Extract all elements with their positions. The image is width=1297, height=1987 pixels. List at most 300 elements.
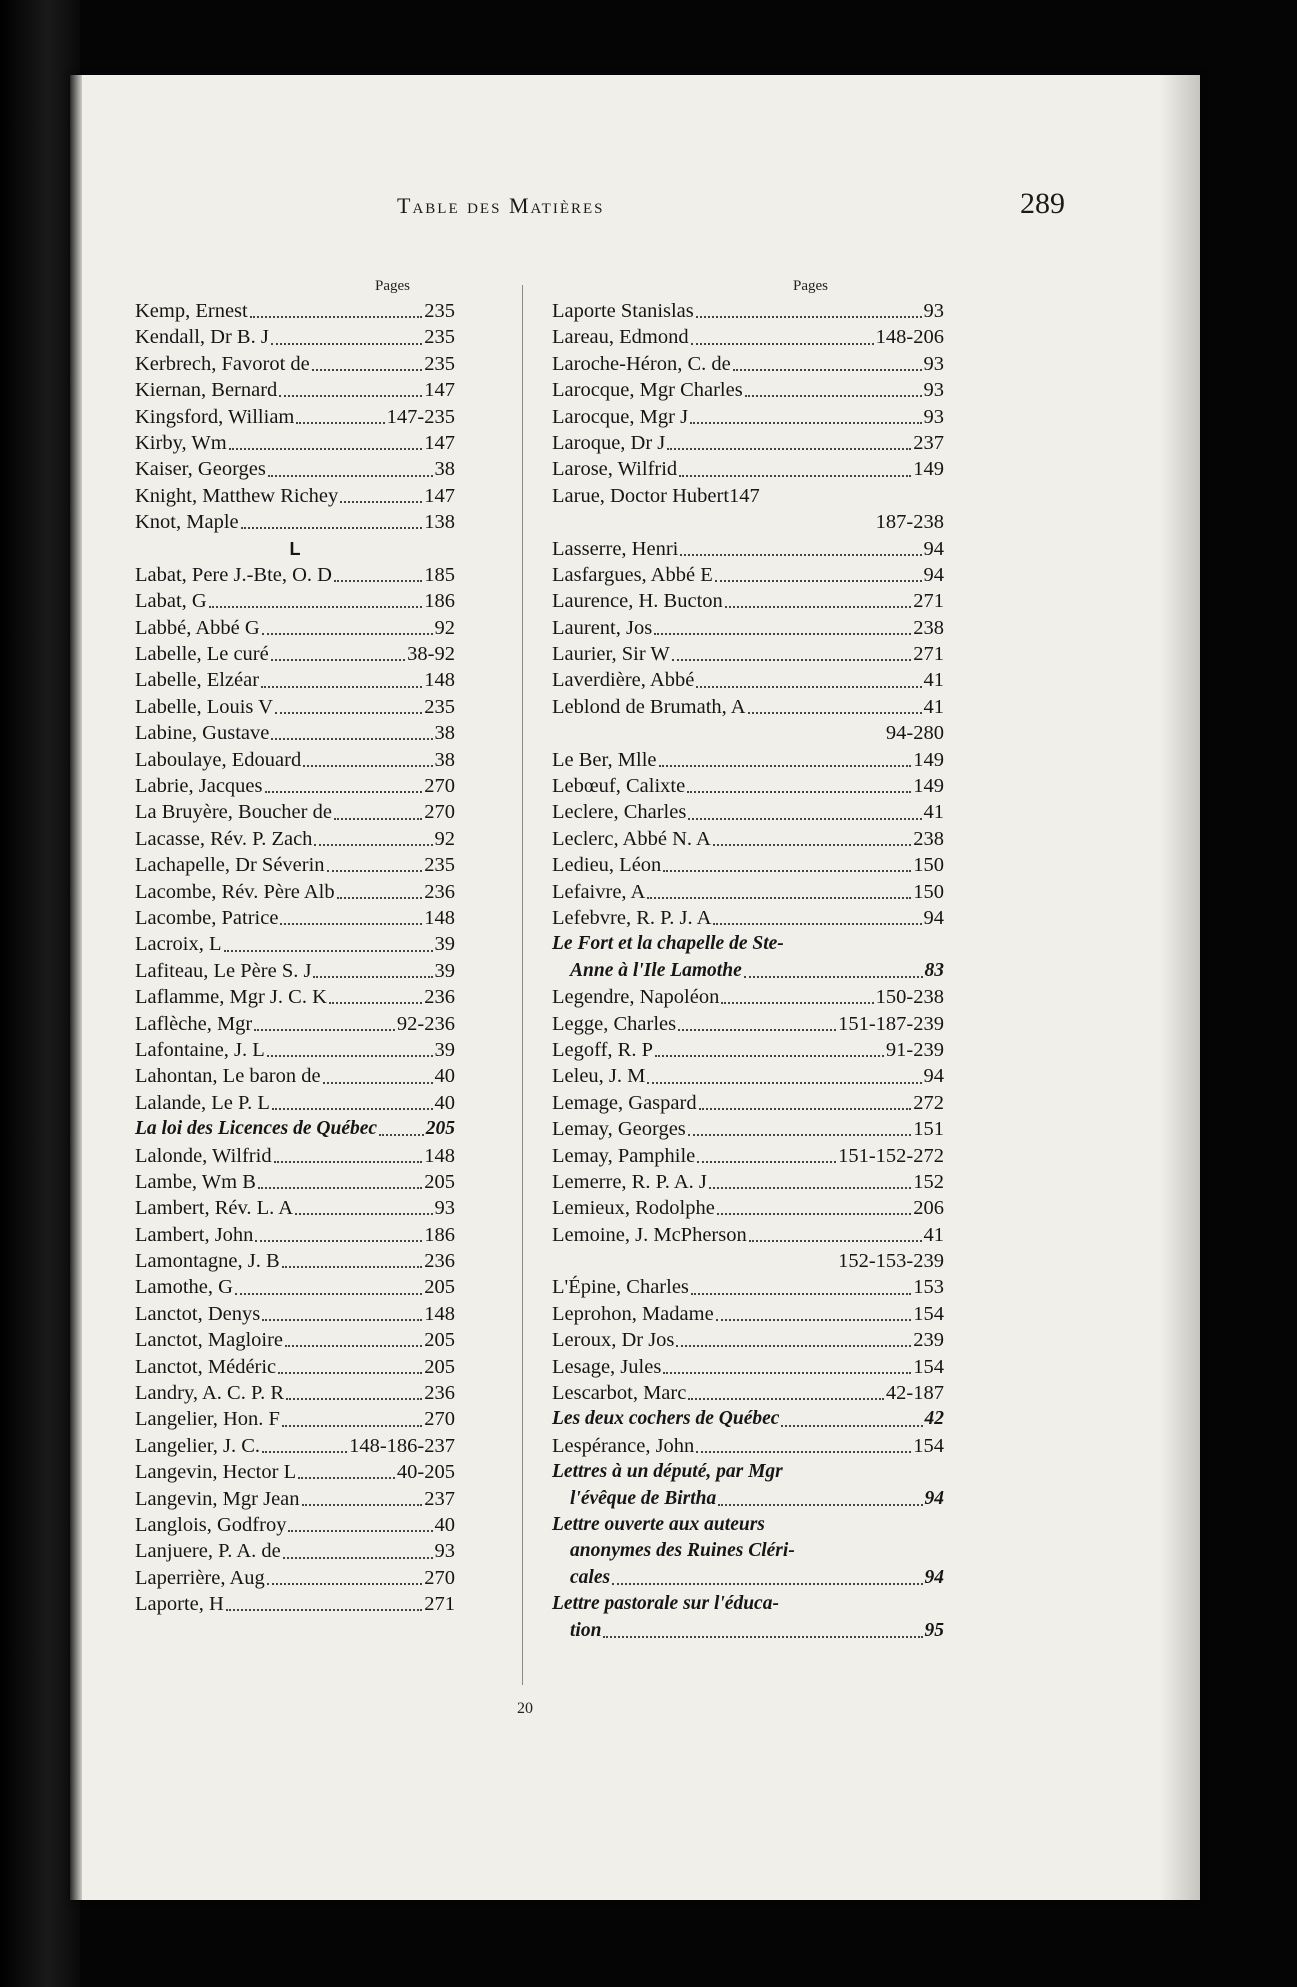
entry-name: Lachapelle, Dr Séverin bbox=[135, 854, 325, 877]
index-entry bbox=[135, 430, 455, 456]
entry-name: Lemieux, Rodolphe bbox=[552, 1197, 715, 1220]
page-reference: 151-187-239 bbox=[838, 1012, 944, 1035]
dot-leader bbox=[718, 1504, 922, 1506]
entry-name: Lacombe, Patrice bbox=[135, 906, 279, 929]
entry-name: Lettres à un député, par Mgr bbox=[552, 1461, 783, 1483]
entry-name: Lanctot, Médéric bbox=[135, 1355, 277, 1378]
dot-leader bbox=[303, 765, 432, 767]
index-column-right bbox=[552, 298, 944, 1644]
page-reference: 270 bbox=[424, 775, 455, 798]
entry-name: Lanctot, Denys bbox=[135, 1302, 261, 1325]
entry-name: Laporte, H bbox=[135, 1593, 224, 1616]
page-reference: 40 bbox=[434, 1513, 455, 1536]
page-reference: 38 bbox=[434, 722, 455, 745]
index-entry bbox=[135, 720, 455, 746]
page-reference: 270 bbox=[424, 1408, 455, 1431]
index-entry bbox=[552, 615, 944, 641]
entry-name: Larose, Wilfrid bbox=[552, 458, 678, 481]
index-entry bbox=[135, 1433, 455, 1459]
dot-leader bbox=[697, 1161, 836, 1163]
dot-leader bbox=[268, 475, 433, 477]
index-entry bbox=[552, 1169, 944, 1195]
entry-name: l'évêque de Birtha bbox=[570, 1487, 717, 1509]
dot-leader bbox=[262, 633, 433, 635]
page-reference: 41 bbox=[923, 801, 944, 824]
dot-leader bbox=[275, 712, 422, 714]
entry-name: Lasfargues, Abbé E bbox=[552, 563, 713, 586]
page-reference: 206 bbox=[913, 1197, 944, 1220]
index-entry bbox=[135, 641, 455, 667]
entry-name: Leclere, Charles bbox=[552, 801, 687, 824]
entry-name: Anne à l'Ile Lamothe bbox=[570, 959, 742, 981]
dot-leader bbox=[314, 844, 432, 846]
dot-leader bbox=[334, 818, 422, 820]
index-entry bbox=[135, 562, 455, 588]
dot-leader bbox=[691, 343, 874, 345]
index-entry bbox=[552, 1538, 944, 1564]
page-reference: 236 bbox=[424, 986, 455, 1009]
page-reference: 38 bbox=[434, 458, 455, 481]
index-entry bbox=[135, 1512, 455, 1538]
entry-name: Lescarbot, Marc bbox=[552, 1382, 687, 1405]
page-reference: 148 bbox=[424, 906, 455, 929]
index-entry bbox=[135, 1169, 455, 1195]
index-entry bbox=[135, 615, 455, 641]
entry-name: Lamothe, G bbox=[135, 1276, 233, 1299]
index-entry bbox=[552, 377, 944, 403]
entry-name: Labbé, Abbé G bbox=[135, 616, 260, 639]
entry-name: Kirby, Wm bbox=[135, 431, 227, 454]
entry-name: Leblond de Brumath, A bbox=[552, 695, 746, 718]
index-entry bbox=[552, 1327, 944, 1353]
page-reference: 154 bbox=[913, 1302, 944, 1325]
page-reference: 148 bbox=[424, 1302, 455, 1325]
dot-leader bbox=[659, 765, 912, 767]
entry-name: Laflèche, Mgr bbox=[135, 1012, 253, 1035]
index-entry bbox=[552, 1406, 944, 1432]
page-reference: 185 bbox=[424, 563, 455, 586]
dot-leader bbox=[612, 1583, 922, 1585]
index-entry bbox=[135, 1143, 455, 1169]
index-entry bbox=[552, 562, 944, 588]
entry-name: L'Épine, Charles bbox=[552, 1276, 689, 1299]
entry-name: Labelle, Louis V bbox=[135, 695, 273, 718]
dot-leader bbox=[302, 1504, 423, 1506]
entry-name: Leprohon, Madame bbox=[552, 1302, 714, 1325]
entry-name: Kingsford, William bbox=[135, 405, 295, 428]
index-continuation bbox=[552, 509, 944, 535]
index-entry bbox=[552, 1011, 944, 1037]
index-entry bbox=[135, 931, 455, 957]
entry-name: Le Fort et la chapelle de Ste- bbox=[552, 933, 784, 955]
index-entry bbox=[552, 1301, 944, 1327]
index-entry bbox=[552, 905, 944, 931]
entry-name: Lalonde, Wilfrid bbox=[135, 1144, 272, 1167]
page-reference: 150 bbox=[913, 854, 944, 877]
index-entry bbox=[135, 1354, 455, 1380]
entry-name: Laurent, Jos bbox=[552, 616, 653, 639]
entry-name: Labelle, Elzéar bbox=[135, 669, 260, 692]
page-reference: 83 bbox=[924, 959, 944, 981]
index-entry bbox=[135, 588, 455, 614]
dot-leader bbox=[278, 1372, 422, 1374]
page-reference: 236 bbox=[424, 1250, 455, 1273]
index-entry bbox=[552, 1222, 944, 1248]
page-reference: 235 bbox=[424, 695, 455, 718]
page-reference: 40 bbox=[434, 1065, 455, 1088]
index-entry bbox=[135, 1406, 455, 1432]
left-pages-heading: Pages bbox=[375, 278, 410, 294]
entry-name: Laboulaye, Edouard bbox=[135, 748, 302, 771]
index-entry bbox=[135, 1538, 455, 1564]
index-entry bbox=[135, 1116, 455, 1142]
entry-name: Larocque, Mgr J bbox=[552, 405, 689, 428]
dot-leader bbox=[745, 395, 922, 397]
entry-name: Langelier, J. C. bbox=[135, 1434, 260, 1457]
page-reference: 92 bbox=[434, 616, 455, 639]
page-reference: 148 bbox=[424, 669, 455, 692]
index-entry bbox=[135, 826, 455, 852]
entry-name: Larocque, Mgr Charles bbox=[552, 379, 743, 402]
dot-leader bbox=[672, 659, 911, 661]
page-reference: 271 bbox=[424, 1593, 455, 1616]
entry-name: Lespérance, John bbox=[552, 1434, 695, 1457]
page-reference: 148-206 bbox=[875, 326, 944, 349]
page-reference: 153 bbox=[913, 1276, 944, 1299]
index-entry bbox=[135, 984, 455, 1010]
entry-name: Laporte Stanislas bbox=[552, 300, 694, 322]
entry-name: Lemerre, R. P. A. J bbox=[552, 1170, 707, 1193]
page-reference: 93 bbox=[923, 405, 944, 428]
index-entry bbox=[552, 456, 944, 482]
page-number: 289 bbox=[1020, 187, 1065, 220]
dot-leader bbox=[749, 1240, 922, 1242]
dot-leader bbox=[379, 1134, 424, 1136]
page-reference: 148 bbox=[424, 1144, 455, 1167]
entry-name: Landry, A. C. P. R bbox=[135, 1382, 285, 1405]
dot-leader bbox=[691, 1293, 911, 1295]
index-entry bbox=[552, 641, 944, 667]
index-entry bbox=[135, 1037, 455, 1063]
index-entry bbox=[135, 1459, 455, 1485]
dot-leader bbox=[663, 1372, 911, 1374]
entry-name: Les deux cochers de Québec bbox=[552, 1408, 780, 1430]
entry-name: Laflamme, Mgr J. C. K bbox=[135, 986, 327, 1009]
page-reference: 150-238 bbox=[875, 986, 944, 1009]
dot-leader bbox=[603, 1636, 922, 1638]
entry-name: Leclerc, Abbé N. A bbox=[552, 827, 711, 850]
page-reference: 92-236 bbox=[396, 1012, 455, 1035]
index-entry bbox=[552, 694, 944, 720]
dot-leader bbox=[298, 1477, 395, 1479]
index-entry bbox=[552, 1143, 944, 1169]
index-entry bbox=[552, 1274, 944, 1300]
column-divider bbox=[522, 285, 523, 1685]
page-reference: 235 bbox=[424, 300, 455, 322]
index-entry bbox=[135, 1063, 455, 1089]
entry-name: Legge, Charles bbox=[552, 1012, 677, 1035]
page-reference: 94 bbox=[923, 563, 944, 586]
entry-name: Knight, Matthew Richey bbox=[135, 484, 339, 507]
page-reference: 205 bbox=[425, 1118, 455, 1140]
index-entry bbox=[135, 1248, 455, 1274]
page-reference: 149 bbox=[913, 775, 944, 798]
page-reference: 40-205 bbox=[396, 1461, 455, 1484]
running-title: Table des Matières bbox=[397, 193, 605, 218]
dot-leader bbox=[261, 686, 422, 688]
dot-leader bbox=[258, 1187, 422, 1189]
dot-leader bbox=[721, 1002, 873, 1004]
dot-leader bbox=[280, 923, 422, 925]
entry-name: Laroque, Dr J bbox=[552, 431, 666, 454]
dot-leader bbox=[327, 870, 423, 872]
entry-name: Lafiteau, Le Père S. J bbox=[135, 959, 312, 982]
page-reference: 94 bbox=[923, 906, 944, 929]
entry-name: Labrie, Jacques bbox=[135, 775, 263, 798]
index-entry bbox=[135, 1327, 455, 1353]
entry-name: Langlois, Godfroy bbox=[135, 1513, 287, 1536]
index-entry bbox=[552, 1380, 944, 1406]
dot-leader bbox=[283, 1557, 433, 1559]
dot-leader bbox=[265, 791, 423, 793]
page-reference: 235 bbox=[424, 854, 455, 877]
index-entry bbox=[552, 852, 944, 878]
entry-name: Lettre ouverte aux auteurs bbox=[552, 1513, 765, 1535]
index-entry bbox=[552, 879, 944, 905]
page-reference: 271 bbox=[913, 590, 944, 613]
entry-name: tion bbox=[570, 1619, 602, 1641]
page-reference: 154 bbox=[913, 1355, 944, 1378]
page-reference: 235 bbox=[424, 352, 455, 375]
dot-leader bbox=[748, 712, 922, 714]
entry-name: Lareau, Edmond bbox=[552, 326, 689, 349]
dot-leader bbox=[282, 1425, 422, 1427]
index-entry bbox=[135, 1195, 455, 1221]
index-entry bbox=[135, 1090, 455, 1116]
index-entry bbox=[552, 931, 944, 957]
page-reference: 40 bbox=[434, 1091, 455, 1114]
index-entry bbox=[135, 351, 455, 377]
page-reference: 205 bbox=[424, 1329, 455, 1352]
entry-name: Leleu, J. M bbox=[552, 1065, 646, 1088]
dot-leader bbox=[709, 1187, 911, 1189]
page-reference: 147 bbox=[424, 431, 455, 454]
page-reference: 147 bbox=[729, 484, 760, 507]
entry-name: Lacombe, Rév. Père Alb bbox=[135, 880, 335, 903]
page-reference: 150 bbox=[913, 880, 944, 903]
entry-name: Lasserre, Henri bbox=[552, 537, 679, 560]
entry-name: Lambe, Wm B bbox=[135, 1170, 256, 1193]
page-reference: 270 bbox=[424, 1566, 455, 1589]
index-entry bbox=[552, 1195, 944, 1221]
index-entry bbox=[135, 1565, 455, 1591]
entry-name: Kiernan, Bernard bbox=[135, 379, 278, 402]
entry-name: Lefebvre, R. P. J. A bbox=[552, 906, 712, 929]
page-reference: 272 bbox=[913, 1091, 944, 1114]
index-entry bbox=[552, 324, 944, 350]
page-reference: 186 bbox=[424, 1223, 455, 1246]
index-entry bbox=[552, 1565, 944, 1591]
dot-leader bbox=[679, 475, 911, 477]
index-entry bbox=[135, 747, 455, 773]
page-reference: 38 bbox=[434, 748, 455, 771]
dot-leader bbox=[262, 1319, 422, 1321]
page-reference: 42 bbox=[924, 1408, 944, 1430]
index-continuation bbox=[552, 1248, 944, 1274]
dot-leader bbox=[744, 976, 923, 978]
dot-leader bbox=[313, 976, 432, 978]
page-reference: 187-238 bbox=[875, 511, 944, 534]
dot-leader bbox=[688, 1398, 884, 1400]
page-reference: 147 bbox=[424, 379, 455, 402]
index-entry bbox=[552, 1591, 944, 1617]
dot-leader bbox=[271, 343, 422, 345]
page-reference: 236 bbox=[424, 1382, 455, 1405]
section-letter: L bbox=[289, 538, 301, 559]
dot-leader bbox=[295, 1213, 432, 1215]
entry-name: Lemoine, J. McPherson bbox=[552, 1223, 747, 1246]
entry-name: Lafontaine, J. L bbox=[135, 1038, 265, 1061]
dot-leader bbox=[340, 501, 422, 503]
dot-leader bbox=[296, 422, 384, 424]
index-entry bbox=[552, 483, 944, 509]
index-column-left bbox=[135, 298, 455, 1618]
page-reference: 41 bbox=[923, 669, 944, 692]
index-entry bbox=[552, 351, 944, 377]
dot-leader bbox=[655, 1055, 884, 1057]
entry-name: Langevin, Hector L bbox=[135, 1461, 297, 1484]
index-entry bbox=[135, 879, 455, 905]
entry-name: Lacasse, Rév. P. Zach bbox=[135, 827, 313, 850]
page-reference: 94 bbox=[923, 537, 944, 560]
index-entry bbox=[135, 667, 455, 693]
dot-leader bbox=[267, 1055, 433, 1057]
dot-leader bbox=[271, 659, 405, 661]
index-entry bbox=[552, 588, 944, 614]
index-entry bbox=[552, 1037, 944, 1063]
dot-leader bbox=[647, 897, 911, 899]
dot-leader bbox=[713, 923, 921, 925]
dot-leader bbox=[654, 633, 911, 635]
index-entry bbox=[552, 667, 944, 693]
entry-name: La loi des Licences de Québec bbox=[135, 1118, 378, 1140]
index-entry bbox=[552, 826, 944, 852]
page-reference: 95 bbox=[924, 1619, 944, 1641]
page-reference: 238 bbox=[913, 827, 944, 850]
dot-leader bbox=[717, 1213, 911, 1215]
page-reference: 94 bbox=[923, 1065, 944, 1088]
page-reference: 39 bbox=[434, 959, 455, 982]
entry-name: Lemay, Georges bbox=[552, 1118, 686, 1141]
dot-leader bbox=[696, 1451, 911, 1453]
dot-leader bbox=[272, 1108, 433, 1110]
page-reference: 41 bbox=[923, 1223, 944, 1246]
page-reference: 270 bbox=[424, 801, 455, 824]
dot-leader bbox=[282, 1266, 423, 1268]
dot-leader bbox=[286, 1398, 422, 1400]
entry-name: Labine, Gustave bbox=[135, 722, 270, 745]
page-reference: 94 bbox=[924, 1487, 944, 1509]
dot-leader bbox=[312, 369, 422, 371]
page-reference: 93 bbox=[923, 300, 944, 322]
page-reference: 151 bbox=[913, 1118, 944, 1141]
dot-leader bbox=[288, 1530, 432, 1532]
index-entry bbox=[552, 1486, 944, 1512]
entry-name: Kendall, Dr B. J bbox=[135, 326, 269, 349]
dot-leader bbox=[696, 316, 922, 318]
entry-name: Leroux, Dr Jos bbox=[552, 1329, 675, 1352]
page-reference: 205 bbox=[424, 1170, 455, 1193]
index-entry bbox=[552, 1512, 944, 1538]
index-entry bbox=[552, 430, 944, 456]
dot-leader bbox=[715, 580, 922, 582]
page-reference: 38-92 bbox=[407, 643, 455, 666]
dot-leader bbox=[209, 606, 423, 608]
index-entry bbox=[135, 694, 455, 720]
index-entry bbox=[552, 1459, 944, 1485]
page-reference: 149 bbox=[913, 748, 944, 771]
page-reference: 151-152-272 bbox=[838, 1144, 944, 1167]
page-reference: 154 bbox=[913, 1434, 944, 1457]
entry-name: Lettre pastorale sur l'éduca- bbox=[552, 1593, 779, 1615]
page-edge-shadow bbox=[1160, 75, 1200, 1900]
page-reference: 39 bbox=[434, 1038, 455, 1061]
entry-name: Lebœuf, Calixte bbox=[552, 775, 686, 798]
index-entry bbox=[135, 298, 455, 324]
index-entry bbox=[135, 1301, 455, 1327]
index-entry bbox=[552, 1618, 944, 1644]
dot-leader bbox=[647, 1082, 921, 1084]
dot-leader bbox=[678, 1029, 836, 1031]
dot-leader bbox=[725, 606, 911, 608]
dot-leader bbox=[224, 950, 433, 952]
dot-leader bbox=[274, 1161, 423, 1163]
index-entry bbox=[135, 509, 455, 535]
entry-name: Lambert, John bbox=[135, 1223, 254, 1246]
page-reference: 93 bbox=[923, 352, 944, 375]
dot-leader bbox=[688, 818, 921, 820]
index-entry bbox=[552, 984, 944, 1010]
index-entry bbox=[552, 536, 944, 562]
index-entry bbox=[135, 1222, 455, 1248]
page-reference: 138 bbox=[424, 511, 455, 534]
page-reference: 205 bbox=[424, 1355, 455, 1378]
page-reference: 94-280 bbox=[885, 722, 944, 745]
index-entry bbox=[552, 1354, 944, 1380]
entry-name: Lacroix, L bbox=[135, 933, 222, 956]
page-reference: 235 bbox=[424, 326, 455, 349]
index-entry bbox=[135, 852, 455, 878]
dot-leader bbox=[254, 1029, 395, 1031]
index-entry bbox=[135, 483, 455, 509]
dot-leader bbox=[226, 1609, 422, 1611]
index-entry bbox=[552, 404, 944, 430]
page-reference: 148-186-237 bbox=[349, 1434, 455, 1457]
dot-leader bbox=[285, 1345, 422, 1347]
page-reference: 42-187 bbox=[885, 1382, 944, 1405]
dot-leader bbox=[680, 554, 921, 556]
page-reference: 152 bbox=[913, 1170, 944, 1193]
entry-name: Laperrière, Aug bbox=[135, 1566, 265, 1589]
page-reference: 149 bbox=[913, 458, 944, 481]
page-reference: 93 bbox=[923, 379, 944, 402]
dot-leader bbox=[267, 1583, 422, 1585]
dot-leader bbox=[781, 1425, 922, 1427]
dot-leader bbox=[262, 1451, 347, 1453]
page-reference: 239 bbox=[913, 1329, 944, 1352]
entry-name: Laroche-Héron, C. de bbox=[552, 352, 731, 375]
entry-name: Legendre, Napoléon bbox=[552, 986, 720, 1009]
